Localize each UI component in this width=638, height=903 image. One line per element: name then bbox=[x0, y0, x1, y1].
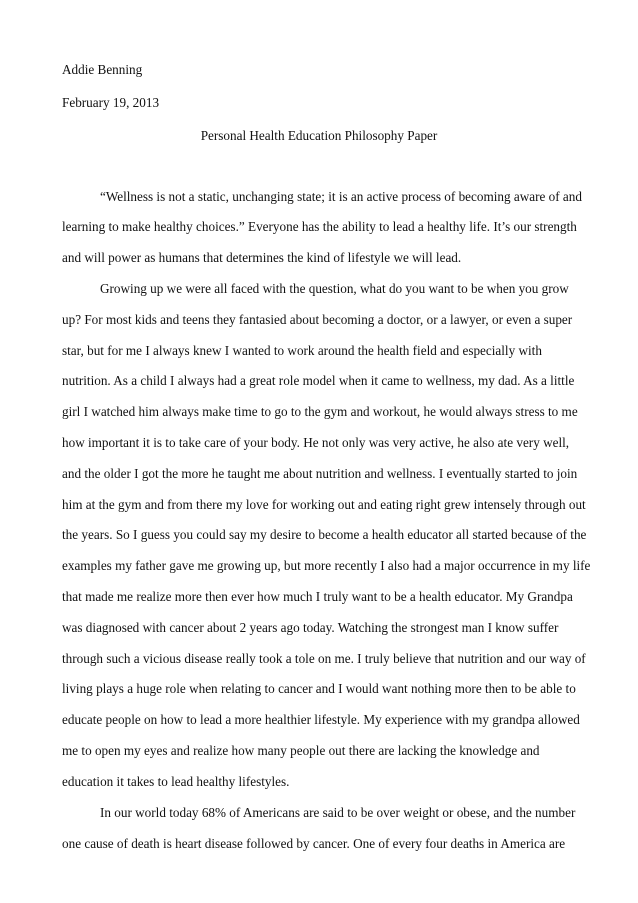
paragraph-line: girl I watched him always make time to go to the gym and workout, he would always stress to me bbox=[62, 404, 578, 419]
paragraph-line: nutrition. As a child I always had a great role model when it came to wellness, my dad. As a little bbox=[62, 373, 575, 388]
paragraph-line: living plays a huge role when relating to cancer and I would want nothing more then to be able to bbox=[62, 681, 576, 696]
paragraph-line: education it takes to lead healthy lifestyles. bbox=[62, 774, 290, 789]
paragraph-line: learning to make healthy choices.” Everyone has the ability to lead a healthy life. It’s our strength bbox=[62, 219, 577, 234]
paragraph-line: and the older I got the more he taught me about nutrition and wellness. I eventually started to join bbox=[62, 466, 578, 481]
document-title: Personal Health Education Philosophy Paper bbox=[200, 128, 438, 143]
paragraph-line: one cause of death is heart disease followed by cancer. One of every four deaths in America are bbox=[62, 836, 566, 851]
paragraph-line: the years. So I guess you could say my desire to become a health educator all started because of the bbox=[62, 527, 587, 542]
paragraph-line: examples my father gave me growing up, but more recently I also had a major occurrence in my life bbox=[62, 558, 591, 573]
paragraph-line: Growing up we were all faced with the question, what do you want to be when you grow bbox=[100, 281, 569, 296]
paragraph-line: and will power as humans that determines the kind of lifestyle we will lead. bbox=[62, 250, 462, 265]
document-date: February 19, 2013 bbox=[62, 95, 160, 110]
paragraph-line: “Wellness is not a static, unchanging state; it is an active process of becoming aware of and bbox=[100, 189, 582, 204]
paragraph-line: was diagnosed with cancer about 2 years ago today. Watching the strongest man I know suffer bbox=[62, 620, 559, 635]
paragraph-line: him at the gym and from there my love for working out and eating right grew intensely through out bbox=[62, 497, 586, 512]
author-name: Addie Benning bbox=[62, 62, 143, 77]
paragraph-line: up? For most kids and teens they fantasied about becoming a doctor, or a lawyer, or even a super bbox=[62, 312, 573, 327]
paragraph-line: that made me realize more then ever how much I truly want to be a health educator. My Grandpa bbox=[62, 589, 573, 604]
paragraph-line: In our world today 68% of Americans are said to be over weight or obese, and the number bbox=[100, 805, 576, 820]
paragraph-line: how important it is to take care of your body. He not only was very active, he also ate very well, bbox=[62, 435, 570, 450]
paragraph-line: star, but for me I always knew I wanted to work around the health field and especially with bbox=[62, 343, 542, 358]
paragraph-line: educate people on how to lead a more healthier lifestyle. My experience with my grandpa allowed bbox=[62, 712, 580, 727]
paragraph-line: me to open my eyes and realize how many people out there are lacking the knowledge and bbox=[62, 743, 540, 758]
paragraph-line: through such a vicious disease really took a tole on me. I truly believe that nutrition and our way of bbox=[62, 651, 586, 666]
